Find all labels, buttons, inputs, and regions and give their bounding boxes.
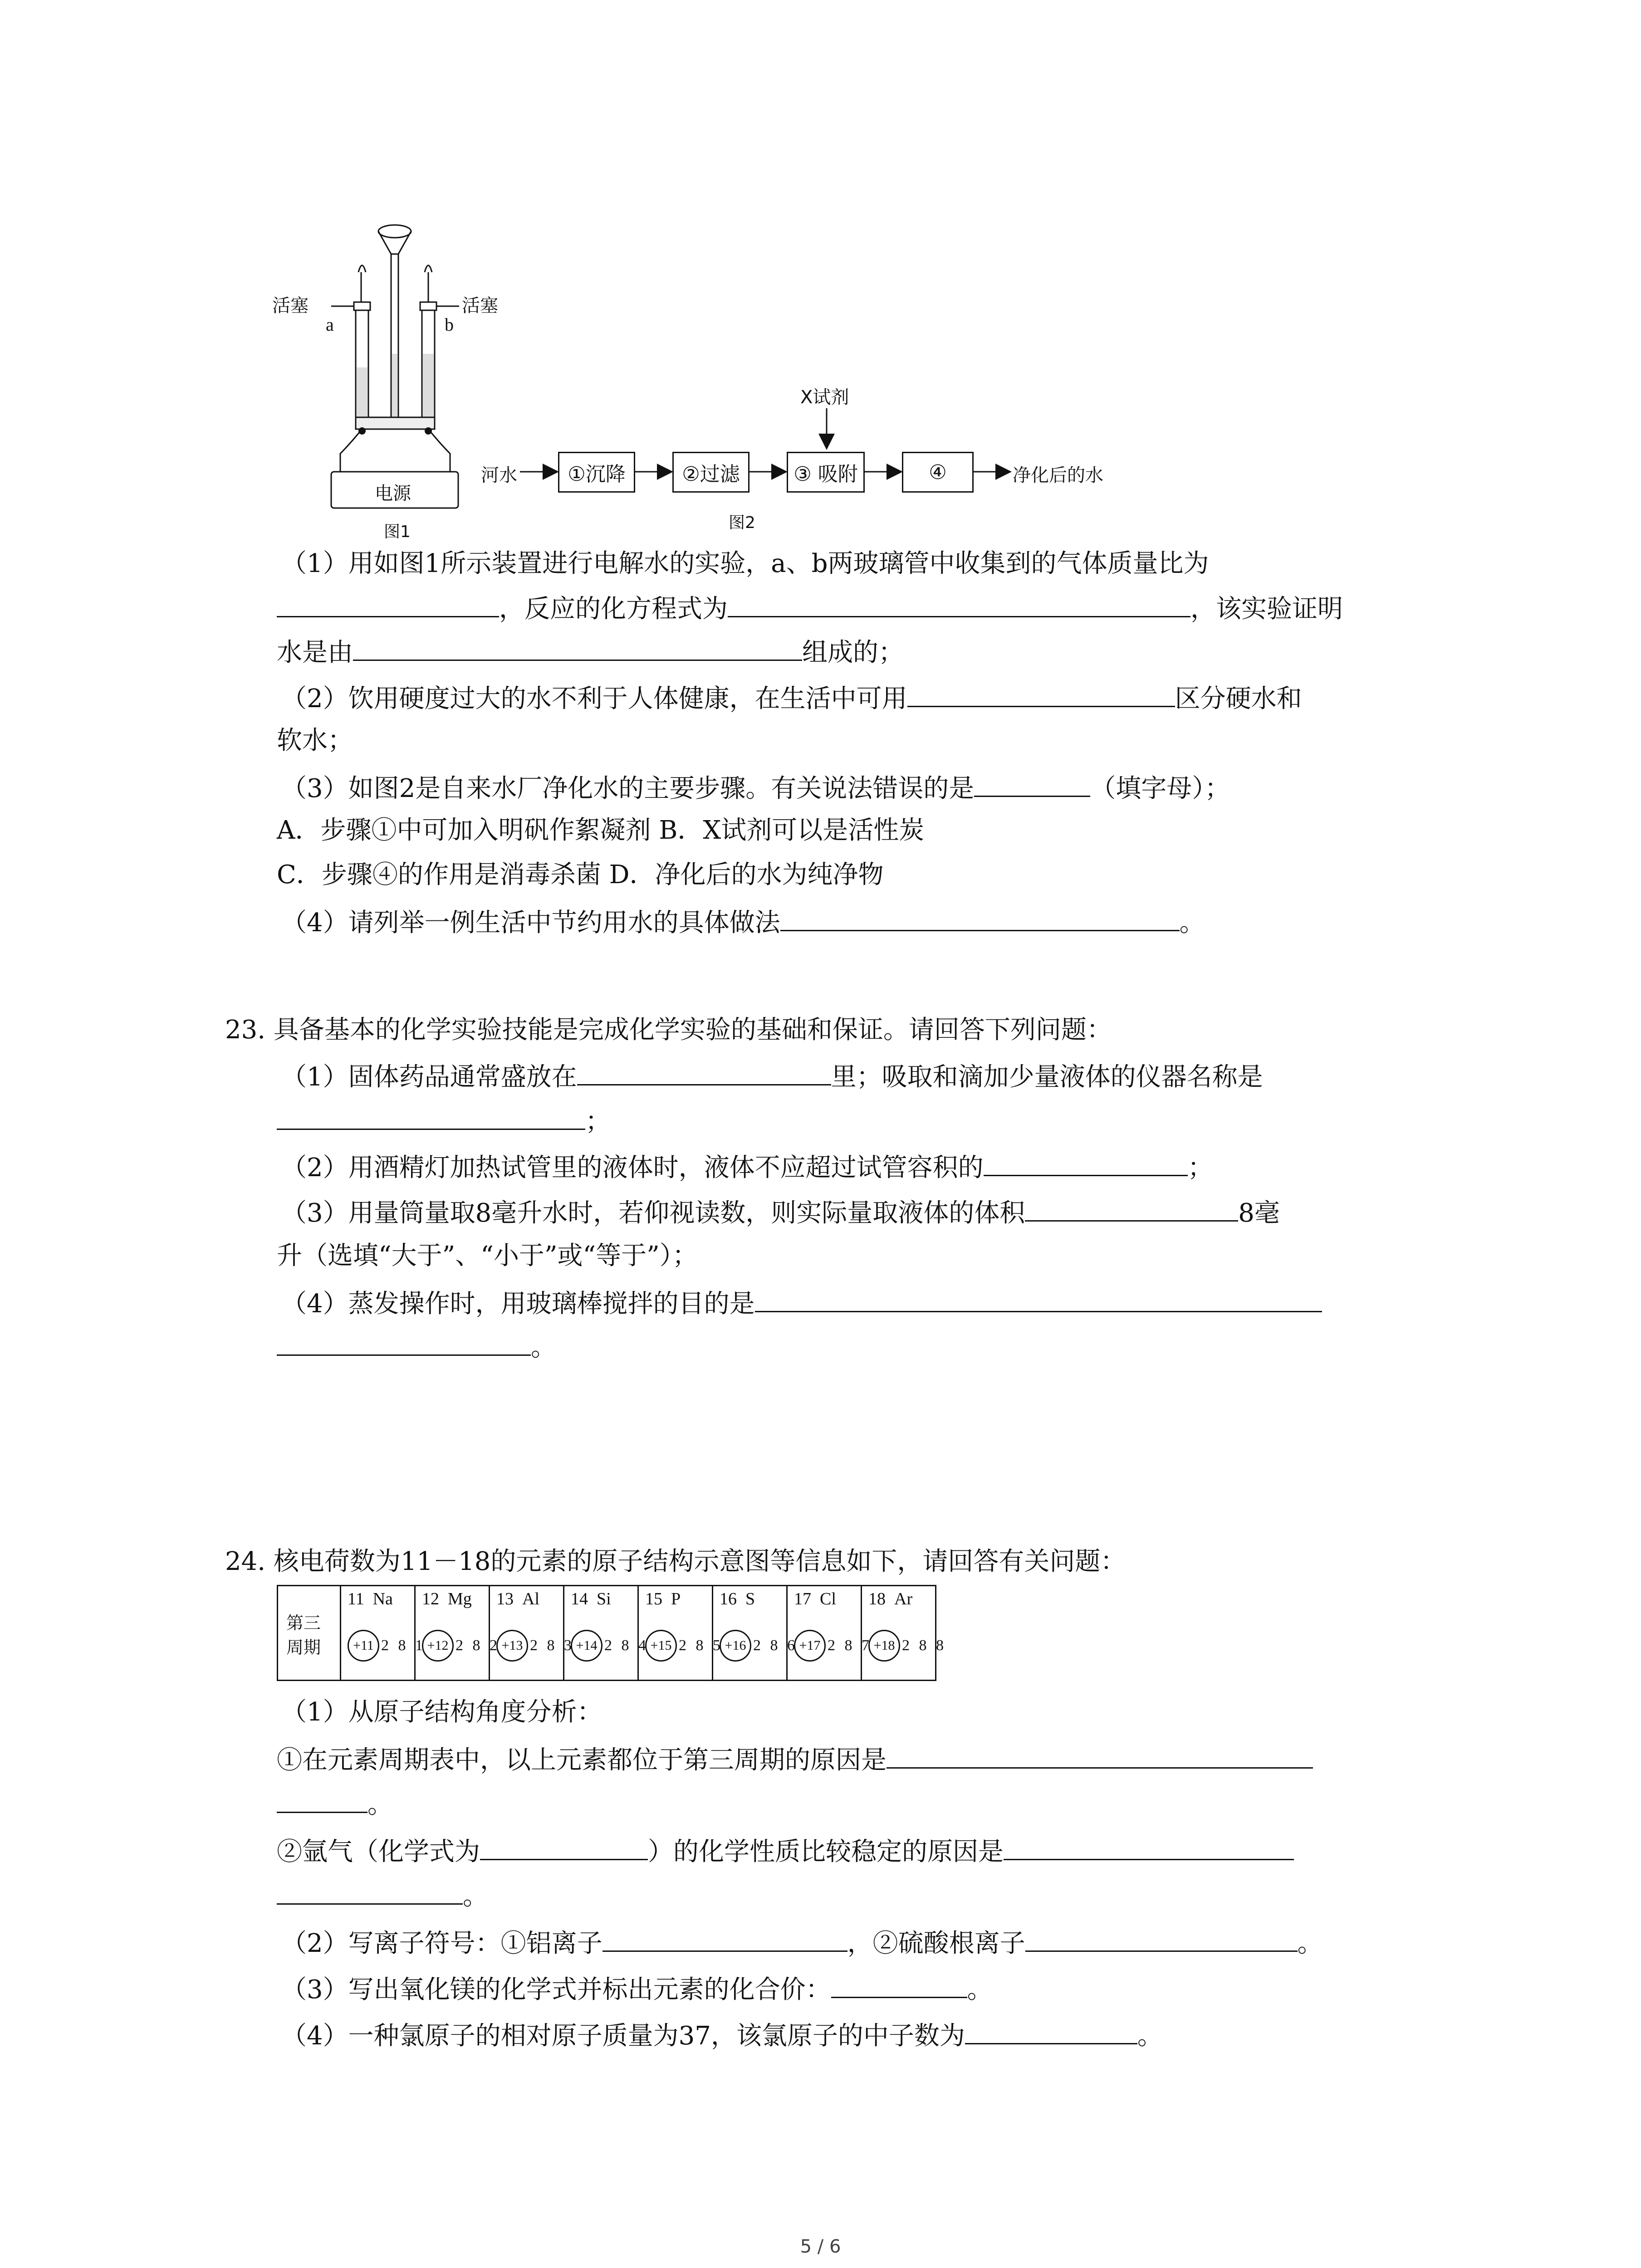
electron-shells: 2 8 1	[381, 1637, 426, 1654]
q22-part4-line	[281, 905, 1205, 939]
q24-part1-i-text-b: 。	[367, 1790, 393, 1819]
q23-part2-text-b: ；	[1187, 1153, 1213, 1183]
figure-2-caption: 图2	[729, 513, 755, 532]
flow-step-adsorption: ③ 吸附	[787, 452, 865, 493]
element-cell	[861, 1586, 946, 1680]
nucleus-charge: +18	[868, 1630, 900, 1662]
element-header	[422, 1589, 472, 1609]
q24-part1-i-line1	[277, 1743, 1313, 1776]
answer-blank-neutron-count[interactable]	[965, 2019, 1137, 2044]
element-symbol: Cl	[820, 1589, 836, 1608]
page-number: 5 / 6	[800, 2236, 841, 2257]
electron-shells: 2 8 3	[530, 1637, 574, 1654]
electron-shells: 2 8 8	[902, 1637, 946, 1654]
atomic-number: 18	[868, 1589, 886, 1608]
answer-blank-mgo-formula[interactable]	[831, 1972, 967, 1998]
q24-part4-line	[281, 2019, 1163, 2052]
reagent-x-label: X试剂	[800, 387, 849, 408]
q23-part4-line1	[281, 1286, 1322, 1320]
q22-part2-line2: 软水；	[277, 726, 353, 755]
answer-blank-mass-ratio[interactable]	[277, 591, 499, 617]
q23-part1-text-a: （1）固体药品通常盛放在	[281, 1062, 577, 1092]
nucleus-charge: +15	[645, 1630, 677, 1662]
element-symbol: Si	[597, 1589, 611, 1608]
period-label-cell	[278, 1586, 340, 1680]
element-header	[571, 1589, 611, 1609]
atomic-number: 16	[720, 1589, 737, 1608]
element-symbol: Na	[372, 1589, 393, 1608]
q23-part3-line2: 升（选填“大于”、“小于”或“等于”）；	[277, 1241, 698, 1271]
element-symbol: Mg	[448, 1589, 472, 1608]
atomic-number: 12	[422, 1589, 439, 1608]
figure-2	[481, 381, 1161, 544]
element-cell	[786, 1586, 872, 1680]
q23-part4-line2	[277, 1330, 556, 1364]
q24-part3-text-b: 。	[967, 1975, 993, 2004]
tube-a-label: a	[326, 314, 334, 335]
electron-shells: 2 8 4	[604, 1637, 649, 1654]
element-header	[348, 1589, 393, 1609]
q23-part1-text-b: 里；吸取和滴加少量液体的仪器名称是	[831, 1062, 1263, 1092]
q22-part3-text-b: （填字母）；	[1090, 774, 1230, 803]
period-3-atomic-structure-table	[277, 1585, 946, 1681]
nucleus-charge: +12	[422, 1630, 454, 1662]
q24-part1-i-line2	[277, 1787, 393, 1821]
q22-part1-text-b: ，该实验证明	[1190, 594, 1343, 624]
answer-blank-volume-fraction[interactable]	[984, 1150, 1188, 1176]
element-cell	[489, 1586, 574, 1680]
answer-blank-period-reason[interactable]	[887, 1743, 1313, 1769]
element-cell	[414, 1586, 500, 1680]
element-symbol: Al	[522, 1589, 539, 1608]
answer-blank-volume-compare[interactable]	[1025, 1196, 1238, 1222]
q23-part1-line1	[281, 1060, 1263, 1093]
q22-part3-text-a: （3）如图2是自来水厂净化水的主要步骤。有关说法错误的是	[281, 774, 975, 803]
q24-stem: 24. 核电荷数为11－18的元素的原子结构示意图等信息如下，请回答有关问题：	[225, 1547, 1126, 1576]
q22-part2-text-a: （2）饮用硬度过大的水不利于人体健康，在生活中可用	[281, 684, 907, 714]
electron-shells: 2 8 5	[679, 1637, 723, 1654]
flow-end-label: 净化后的水	[1013, 465, 1103, 486]
q23-part2-text-a: （2）用酒精灯加热试管里的液体时，液体不应超过试管容积的	[281, 1153, 984, 1183]
answer-blank-period-reason-cont[interactable]	[277, 1787, 367, 1813]
q24-part2-text-b: ，②硫酸根离子	[847, 1929, 1025, 1958]
answer-blank-equation[interactable]	[728, 591, 1190, 617]
q24-part1-ii-text-b: ）的化学性质比较稳定的原因是	[648, 1837, 1004, 1867]
q23-part3-line1	[281, 1196, 1280, 1229]
element-header	[496, 1589, 539, 1609]
nucleus-charge: +16	[720, 1630, 751, 1662]
q24-part4-text-a: （4）一种氯原子的相对原子质量为37，该氯原子的中子数为	[281, 2021, 965, 2051]
answer-blank-save-water[interactable]	[780, 905, 1180, 931]
q22-part1-text-a: ，反应的化方程式为	[499, 594, 728, 624]
q22-part4-text-a: （4）请列举一例生活中节约用水的具体做法	[281, 908, 780, 938]
atomic-number: 14	[571, 1589, 588, 1608]
answer-blank-dropper-name[interactable]	[277, 1104, 585, 1130]
q22-part1-line2	[277, 591, 1343, 625]
q23-part4-text-b: 。	[531, 1333, 556, 1362]
element-symbol: S	[745, 1589, 755, 1608]
q24-part3-text-a: （3）写出氧化镁的化学式并标出元素的化合价：	[281, 1975, 831, 2004]
stopcock-left-label: 活塞	[272, 295, 309, 316]
q23-part1-text-c: ；	[585, 1107, 611, 1136]
answer-blank-argon-formula[interactable]	[480, 1834, 648, 1860]
q24-part4-text-b: 。	[1137, 2021, 1163, 2051]
q22-part3-line1	[281, 771, 1230, 805]
nucleus-charge: +14	[571, 1630, 603, 1662]
q22-part3-options-cd: C．步骤④的作用是消毒杀菌 D．净化后的水为纯净物	[277, 860, 884, 890]
atomic-number: 13	[496, 1589, 514, 1608]
flow-step-4: ④	[902, 452, 974, 493]
stopcock-right-label: 活塞	[462, 295, 498, 316]
q23-part3-text-b: 8毫	[1238, 1198, 1280, 1228]
q24-part1-ii-text-a: ②氩气（化学式为	[277, 1837, 480, 1867]
q22-part1-line3	[277, 635, 904, 669]
atomic-number: 17	[794, 1589, 811, 1608]
q22-part4-text-b: 。	[1179, 908, 1205, 938]
q22-part1-text-d: 组成的；	[802, 638, 904, 667]
q24-part1-ii-line1	[277, 1834, 1294, 1868]
q24-part2-text-c: 。	[1297, 1929, 1323, 1958]
q24-part3-line	[281, 1972, 993, 2006]
atomic-number: 11	[348, 1589, 364, 1608]
element-cell	[563, 1586, 649, 1680]
power-supply-label: 电源	[375, 483, 411, 504]
element-header	[645, 1589, 681, 1609]
answer-blank-aluminum-ion[interactable]	[603, 1926, 847, 1952]
q24-part1: （1）从原子结构角度分析：	[281, 1697, 603, 1727]
electron-shells: 2 8 7	[828, 1637, 872, 1654]
element-symbol: P	[671, 1589, 681, 1608]
q22-part2-line1	[281, 681, 1302, 715]
q23-part4-text-a: （4）蒸发操作时，用玻璃棒搅拌的目的是	[281, 1289, 755, 1319]
q23-part1-line2	[277, 1104, 611, 1138]
answer-blank-stirring-purpose[interactable]	[755, 1286, 1322, 1312]
answer-blank-solid-container[interactable]	[577, 1060, 831, 1085]
element-symbol: Ar	[894, 1589, 913, 1608]
element-cell	[637, 1586, 723, 1680]
element-header	[794, 1589, 836, 1609]
nucleus-charge: +11	[348, 1630, 379, 1662]
q24-part2-line	[281, 1926, 1323, 1960]
answer-blank-argon-stability-cont[interactable]	[277, 1879, 463, 1905]
flow-start-label: 河水	[481, 465, 517, 486]
atomic-number: 15	[645, 1589, 662, 1608]
q24-part1-ii-line2	[277, 1879, 488, 1912]
element-header	[868, 1589, 912, 1609]
answer-blank-hard-soft-water[interactable]	[907, 681, 1175, 707]
element-header	[720, 1589, 755, 1609]
figure-1	[272, 218, 498, 544]
period-label-line2: 周期	[286, 1637, 321, 1657]
atomic-structure-diagram	[868, 1630, 946, 1662]
q22-part3-options-ab: A．步骤①中可加入明矾作絮凝剂 B．X试剂可以是活性炭	[277, 816, 925, 845]
electron-shells: 2 8 6	[753, 1637, 798, 1654]
q22-part2-text-b: 区分硬水和	[1175, 684, 1302, 714]
figure-1-caption: 图1	[384, 523, 411, 541]
period-label-line1: 第三	[286, 1613, 321, 1633]
nucleus-charge: +17	[794, 1630, 826, 1662]
q22-part1-line1: （1）用如图1所示装置进行电解水的实验，a、b两玻璃管中收集到的气体质量比为	[281, 549, 1209, 578]
electron-shells: 2 8 2	[456, 1637, 500, 1654]
q23-part2-line	[281, 1150, 1213, 1184]
flow-step-sedimentation: ①沉降	[558, 452, 635, 493]
answer-blank-stirring-purpose-cont[interactable]	[277, 1330, 531, 1356]
q23-part3-text-a: （3）用量筒量取8毫升水时，若仰视读数，则实际量取液体的体积	[281, 1198, 1025, 1228]
element-cell	[340, 1586, 426, 1680]
q24-part1-i-text-a: ①在元素周期表中，以上元素都位于第三周期的原因是	[277, 1745, 887, 1775]
flow-step-filtration: ②过滤	[672, 452, 749, 493]
q24-part1-ii-text-c: 。	[463, 1882, 488, 1911]
answer-blank-wrong-option[interactable]	[974, 771, 1090, 797]
q24-part2-text-a: （2）写离子符号：①铝离子	[281, 1929, 603, 1958]
tube-b-label: b	[445, 314, 454, 335]
answer-blank-sulfate-ion[interactable]	[1025, 1926, 1298, 1952]
answer-blank-composition[interactable]	[353, 635, 802, 661]
element-cell	[712, 1586, 798, 1680]
nucleus-charge: +13	[496, 1630, 528, 1662]
q22-part1-text-c: 水是由	[277, 638, 353, 667]
q23-stem: 23. 具备基本的化学实验技能是完成化学实验的基础和保证。请回答下列问题：	[225, 1015, 1112, 1045]
answer-blank-argon-stability[interactable]	[1004, 1834, 1294, 1860]
